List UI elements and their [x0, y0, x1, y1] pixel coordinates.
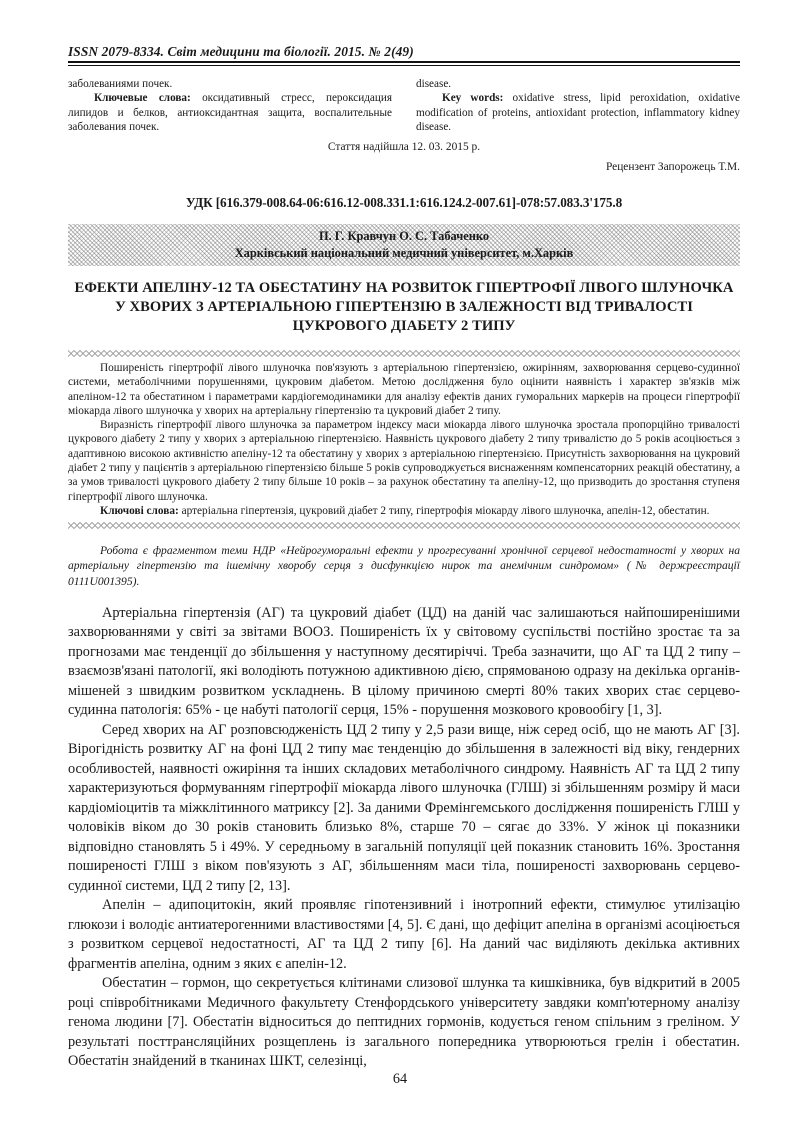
- abstract-uk-keywords: [68, 504, 740, 518]
- abstract-ru-keywords-label: Ключевые слова:: [94, 92, 191, 105]
- abstract-ru-keywords: [68, 91, 392, 134]
- abstract-en-tail: disease.: [416, 78, 452, 90]
- abstract-uk: [68, 361, 740, 518]
- funding-note: Робота є фрагментом теми НДР «Нейрогуморальні ефекти у прогресуванні хронічної серцевої недостатності у хворих на артеріальну гіпертензію та ішемічну хворобу серця з дисфункцією нирок та анемічним синдромом» (№ держреєстрації 0111U001395).: [68, 544, 740, 588]
- body-paragraph: Серед хворих на АГ розповсюдженість ЦД 2 типу у 2,5 рази вище, ніж серед осіб, що не мають АГ [3]. Вірогідність розвитку АГ на фоні ЦД 2 типу має тенденцію до збільшення в залежності від віку, гендерних особливостей, наявності ожиріння та інших складових метаболічного синдрому. Наявність АГ та ЦД 2 типу характеризуються формуванням гіпертрофії міокарда лівого шлуночка (ГЛШ) зі збільшенням розміру й маси кардіоміоцитів та міжклітинного матриксу [2]. За даними Фремінгемського дослідження поширеність ГЛШ у чоловіків віком до 30 років становить близько 8%, старше 70 – сягає до 33%. У жінок ці показники відповідно становлять 5 і 49%. У середньому в загальній популяції цей показник становить 16%. Зростання поширеності ГЛШ з віком пов'язують з АГ, збільшенням маси тіла, поширеності захворювань серцево-судинної системи, ЦД 2 типу [2, 13].: [68, 721, 740, 894]
- header-divider-rule: [68, 61, 740, 66]
- article-body: [68, 604, 740, 1072]
- body-paragraph: Артеріальна гіпертензія (АГ) та цукровий діабет (ЦД) на даній час залишаються найпоширенішими захворюваннями у світі за звітами ВООЗ. Поширеність їх у світовому суспільстві постійно зростає та за прогнозами має тенденції до збільшення у наступному десятиріччі. Треба зазначити, що АГ та ЦД 2 типу – взаємозв'язані патології, які володіють потужною адиктивною дією, спрямованою одразу на декілька органів-мішеней з швидким розвитком ускладнень. В цілому причиною смерті 80% таких хворих стає серцево-судинна патологія: 65% - це набуті патології серця, 15% - порушення мозкового кровообігу [1, 3].: [68, 604, 740, 719]
- funding-note-block: [68, 543, 740, 589]
- article-title: ЕФЕКТИ АПЕЛІНУ-12 ТА ОБЕСТАТИНУ НА РОЗВИТОК ГІПЕРТРОФІЇ ЛІВОГО ШЛУНОЧКА У ХВОРИХ З АРТЕРІАЛЬНОЮ ГІПЕРТЕНЗІЮ В ЗАЛЕЖНОСТІ ВІД ТРИВАЛОСТІ ЦУКРОВОГО ДІАБЕТУ 2 ТИПУ: [74, 280, 734, 334]
- running-header: ISSN 2079-8334. Світ медицини та біології. 2015. № 2(49): [68, 44, 414, 59]
- abstract-columns: [68, 77, 740, 134]
- abstract-column-en: [416, 77, 740, 134]
- author-names: П. Г. Кравчун О. С. Табаченко: [318, 229, 490, 244]
- abstract-uk-keywords-text: артеріальна гіпертензія, цукровий діабет 2 типу, гіпертрофія міокарду лівого шлуночка, апелін-12, обестатин.: [178, 504, 710, 517]
- abstract-ru-keywords-text: оксидативный стресс, пероксидация липидов и белков, антиоксидантная защита, воспалительные заболевания почек.: [68, 92, 392, 133]
- abstract-uk-paragraph-1: Поширеність гіпертрофії лівого шлуночка пов'язують з артеріальною гіпертензією, ожирінням, захворювання серцево-судинної системи, метаболічними порушеннями, цукровим діабетом. Метою дослідження було оцінити наявність і характер зв'язків між апеліном-12 та обестатином і параметрами кардіогемодинамики для аналізу ефектів даних гуморальних маркерів на процеси гіпертрофії міокарда лівого шлуночка у хворих на артеріальну гіпертензію та цукровий діабет 2 типу.: [68, 361, 740, 417]
- abstract-top-wavy-rule: [68, 350, 740, 357]
- abstract-uk-paragraph-2: Виразність гіпертрофії лівого шлуночка за параметром індексу маси міокарда лівого шлуночка зростала пропорційно тривалості цукрового діабету 2 типу у хворих з артеріальною гіпертензією. Наявність цукрового діабету 2 типу тривалістю до 5 років асоціюється з адаптивною високою активністю апеліну-12 та обестатину у хворих з артеріальною гіпертензією. Присутність захворювання на цукровий діабет 2 типу у пацієнтів з артеріальною гіпертензією більше 5 років супроводжується виснаженням компенсаторних реакцій обестатину, а за умов тривалості цукрового діабету 2 типу більше 10 років – за рахунок обестатину та апеліну-12, що призводить до зростання ступеня гіпертрофії лівого шлуночка.: [68, 419, 740, 503]
- abstract-en-keywords-label: Key words:: [442, 92, 504, 105]
- abstract-column-ru: [68, 77, 392, 134]
- reviewer-note: Рецензент Запорожець Т.М.: [605, 161, 740, 174]
- page-number: 64: [392, 1071, 408, 1087]
- body-paragraph: Апелін – адипоцитокін, який проявляє гіпотензивний і інотропний ефекти, стимулює утилізацію глюкози і володіє антиатерогенними властивостями [4, 5]. Є дані, що дефіцит апеліна в організмі асоціюється з розвитком серцевої недостатності, АГ та ЦД 2 типу [6]. На даний час виділяють декілька активних фрагментів апеліна, одним з яких є апелін-12.: [68, 897, 740, 972]
- abstract-en-keywords: [416, 91, 740, 134]
- abstract-en-keywords-text: oxidative stress, lipid peroxidation, oxidative modification of proteins, antioxidant protection, inflammatory kidney disease.: [416, 92, 740, 133]
- body-paragraph: Обестатин – гормон, що секретується клітинами слизової шлунка та кишківника, був відкритий в 2005 році співробітниками Медичного факультету Стенфордського університету завдяки комп'ютерному аналізу генома людини [7]. Обестатін відноситься до пептидних гормонів, кодується геном спільним з греліном. У результаті посттрансляційних розщеплень із загального попередника утворюються грелін і обестатин. Обестатін знайдений в тканинах ШКТ, селезінці,: [68, 975, 740, 1070]
- received-note: Стаття надійшла 12. 03. 2015 р.: [327, 141, 481, 154]
- abstract-bottom-wavy-rule: [68, 522, 740, 529]
- authors-band: [68, 224, 740, 266]
- abstract-uk-keywords-label: Ключові слова:: [100, 504, 179, 517]
- abstract-ru-tail: заболеваниями почек.: [68, 78, 173, 90]
- author-affiliation: Харківський національний медичний університет, м.Харків: [234, 245, 574, 260]
- udc-code: УДК [616.379-008.64-06:616.12-008.331.1:616.124.2-007.61]-078:57.083.3'175.8: [185, 195, 623, 211]
